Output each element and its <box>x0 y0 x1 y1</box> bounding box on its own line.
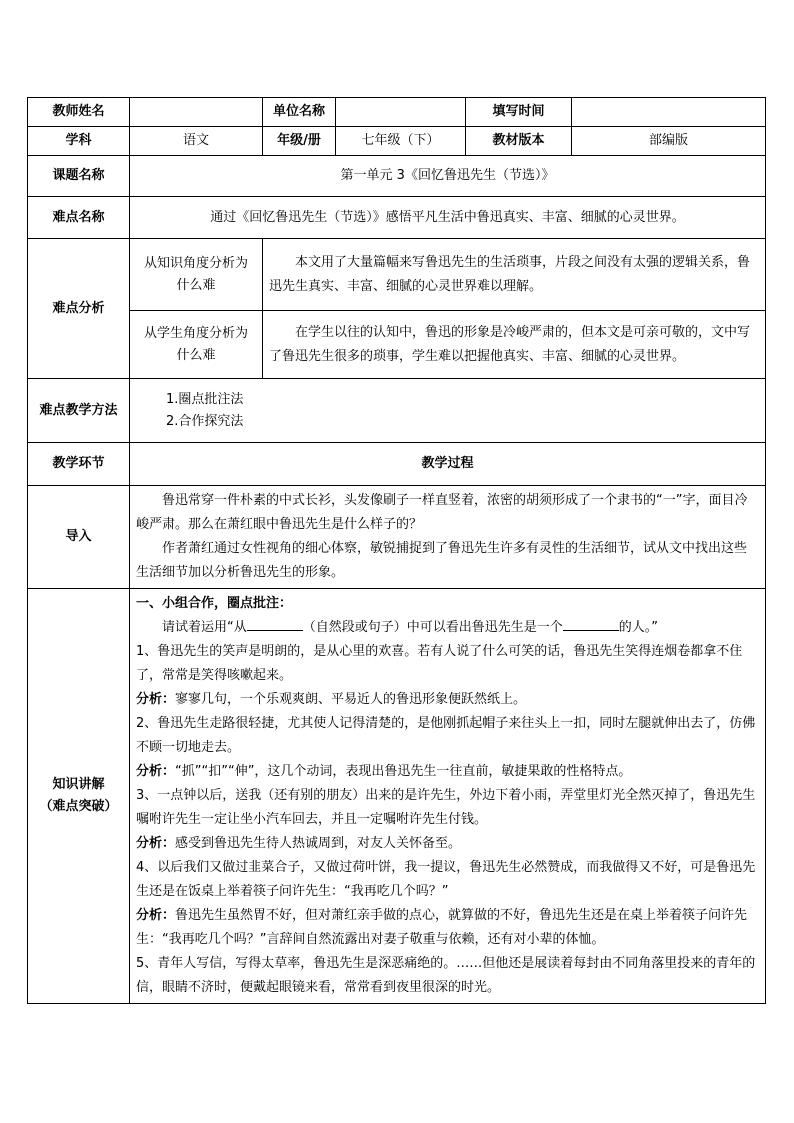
fill-time-value[interactable] <box>572 98 766 127</box>
student-angle-label-line-1: 从学生角度分析为 <box>143 325 248 341</box>
knowledge-angle-paragraph: 本文用了大量篇幅来写鲁迅先生的生活琐事，片段之间没有太强的逻辑关系，鲁迅先生真实、丰富、细腻的心灵世界难以理解。 <box>269 254 751 294</box>
subject-value: 语文 <box>130 127 263 156</box>
methods-label: 难点教学方法 <box>28 379 130 443</box>
fill-time-label: 填写时间 <box>466 98 572 127</box>
student-angle-label <box>130 311 263 379</box>
blank-line-2 <box>563 618 619 631</box>
difficulty-row <box>28 197 766 239</box>
analysis-knowledge-row <box>28 239 766 311</box>
analysis-label: 难点分析 <box>28 239 130 379</box>
method-item: 1.圈点批注法 <box>166 391 244 407</box>
analysis-prefix: 分析： <box>136 836 176 851</box>
analysis-text-2: “抓”“扣”“伸”，这几个动词，表现出鲁迅先生一往直前，敏捷果敢的性格特点。 <box>175 764 632 779</box>
unit-name-value[interactable] <box>336 98 466 127</box>
process-header-row <box>28 443 766 486</box>
prompt-part-b: （自然段或句子）中可以看出鲁迅先生是一个 <box>302 620 563 635</box>
analysis-text-1: 寥寥几句，一个乐观爽朗、平易近人的鲁迅形象便跃然纸上。 <box>175 692 527 707</box>
knowledge-angle-label-line-2: 什么难 <box>176 277 216 293</box>
edition-value: 部编版 <box>572 127 766 156</box>
intro-content <box>130 486 766 589</box>
analysis-item-4 <box>136 904 759 952</box>
example-item-5: 5、青年人写信，写得太草率，鲁迅先生是深恶痛绝的。……但他还是展读着每封由不同角落里投来的青年的信，眼睛不济时，便戴起眼镜来看，常常看到夜里很深的时光。 <box>136 956 756 995</box>
teacher-name-label: 教师姓名 <box>28 98 130 127</box>
knowledge-heading: 一、小组合作，圈点批注： <box>136 596 293 611</box>
methods-list <box>130 379 766 443</box>
analysis-text-3: 感受到鲁迅先生待人热诚周到，对友人关怀备至。 <box>175 836 462 851</box>
grade-value: 七年级（下） <box>336 127 466 156</box>
student-angle-text <box>263 311 766 379</box>
teacher-name-value[interactable] <box>130 98 263 127</box>
prompt-part-c: 的人。” <box>618 620 659 635</box>
student-angle-paragraph: 在学生以往的认知中，鲁迅的形象是冷峻严肃的，但本文是可亲可敬的，文中写了鲁迅先生很多的琐事，学生难以把握他真实、丰富、细腻的心灵世界。 <box>269 324 751 364</box>
topic-value: 第一单元 3《回忆鲁迅先生（节选）》 <box>130 156 766 197</box>
info-row-2 <box>28 127 766 156</box>
student-angle-label-line-2: 什么难 <box>176 347 216 363</box>
knowledge-row <box>28 589 766 1004</box>
blank-line-1 <box>247 618 303 631</box>
stage-header-label: 教学环节 <box>28 443 130 486</box>
methods-row <box>28 379 766 443</box>
knowledge-prompt <box>136 616 759 640</box>
knowledge-angle-label-line-1: 从知识角度分析为 <box>143 255 248 271</box>
intro-paragraph-1: 鲁迅常穿一件朴素的中式长衫，头发像刷子一样直竖着，浓密的胡须形成了一个隶书的“一”字，面目冷峻严肃。那么在萧红眼中鲁迅先生是什么样子的？ <box>136 493 748 532</box>
example-item-4: 4、以后我们又做过韭菜合子，又做过荷叶饼，我一提议，鲁迅先生必然赞成，而我做得又不好，可是鲁迅先生还是在饭桌上举着筷子问许先生：“我再吃几个吗？” <box>136 860 756 899</box>
topic-row <box>28 156 766 197</box>
analysis-item-2 <box>136 760 759 784</box>
method-item: 2.合作探究法 <box>166 413 244 429</box>
lesson-plan-table <box>27 97 766 1004</box>
knowledge-angle-label <box>130 239 263 311</box>
analysis-item-3 <box>136 832 759 856</box>
difficulty-value: 通过《回忆鲁迅先生（节选）》感悟平凡生活中鲁迅真实、丰富、细腻的心灵世界。 <box>130 197 766 239</box>
process-header-label: 教学过程 <box>130 443 766 486</box>
analysis-prefix: 分析： <box>136 692 176 707</box>
knowledge-label <box>28 589 130 1004</box>
analysis-text-4: 鲁迅先生虽然胃不好，但对萧红亲手做的点心，就算做的不好，鲁迅先生还是在桌上举着筷子问许先生：“我再吃几个吗？”言辞间自然流露出对妻子敬重与依赖，还有对小辈的体恤。 <box>136 908 748 947</box>
analysis-item-1 <box>136 688 759 712</box>
knowledge-label-line-1: 知识讲解 <box>52 777 105 792</box>
example-item-3: 3、一点钟以后，送我（还有别的朋友）出来的是许先生，外边下着小雨，弄堂里灯光全然灭掉了，鲁迅先生嘱咐许先生一定让坐小汽车回去，并且一定嘱咐许先生付钱。 <box>136 788 756 827</box>
info-row-1 <box>28 98 766 127</box>
difficulty-label: 难点名称 <box>28 197 130 239</box>
knowledge-angle-text <box>263 239 766 311</box>
analysis-prefix: 分析： <box>136 764 176 779</box>
knowledge-content <box>130 589 766 1004</box>
subject-label: 学科 <box>28 127 130 156</box>
intro-paragraph-2: 作者萧红通过女性视角的细心体察，敏锐捕捉到了鲁迅先生许多有灵性的生活细节，试从文中找出这些生活细节加以分析鲁迅先生的形象。 <box>136 541 748 580</box>
example-item-1: 1、鲁迅先生的笑声是明朗的，是从心里的欢喜。若有人说了什么可笑的话，鲁迅先生笑得连烟卷都拿不住了，常常是笑得咳嗽起来。 <box>136 644 743 683</box>
grade-label: 年级/册 <box>263 127 336 156</box>
knowledge-label-line-2: （难点突破） <box>39 799 118 814</box>
prompt-part-a: 请试着运用“从 <box>162 620 247 635</box>
analysis-student-row <box>28 311 766 379</box>
intro-label: 导入 <box>28 486 130 589</box>
edition-label: 教材版本 <box>466 127 572 156</box>
topic-label: 课题名称 <box>28 156 130 197</box>
example-item-2: 2、鲁迅先生走路很轻捷，尤其使人记得清楚的，是他刚抓起帽子来往头上一扣，同时左腿就伸出去了，仿佛不顾一切地走去。 <box>136 716 756 755</box>
analysis-prefix: 分析： <box>136 908 176 923</box>
unit-name-label: 单位名称 <box>263 98 336 127</box>
intro-row <box>28 486 766 589</box>
